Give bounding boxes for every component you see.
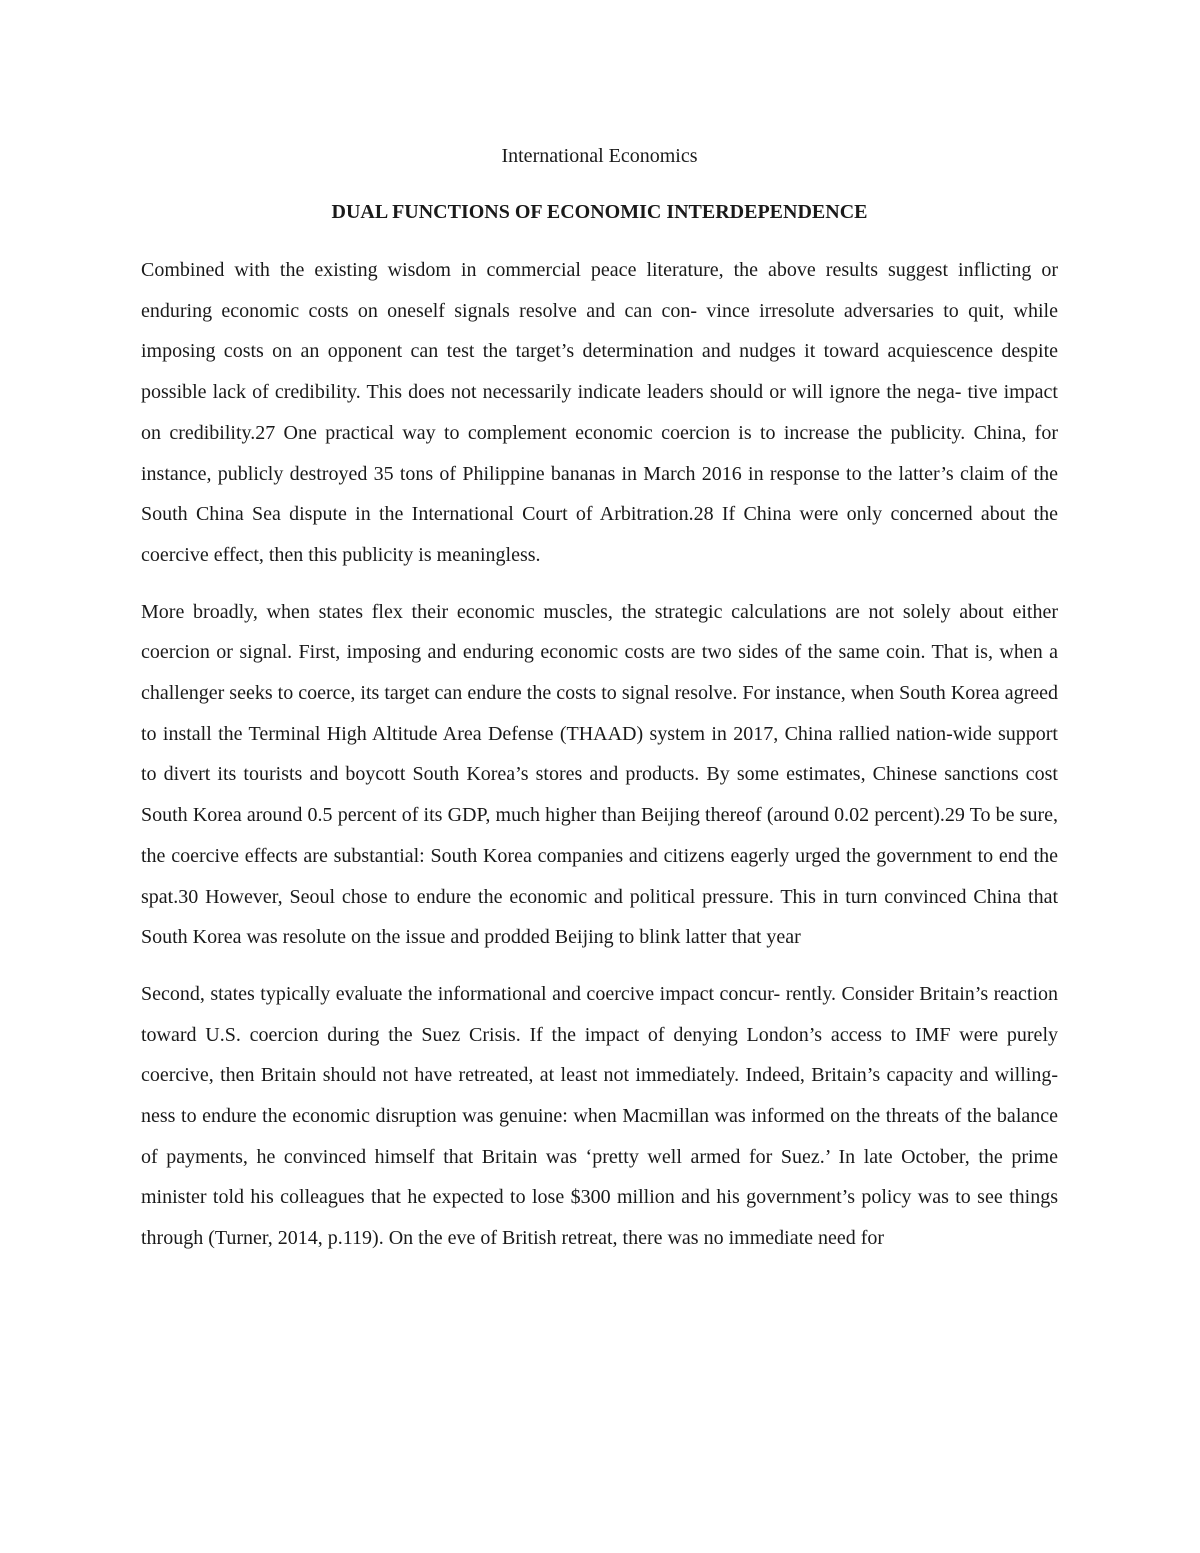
document-title: DUAL FUNCTIONS OF ECONOMIC INTERDEPENDENCE bbox=[331, 201, 868, 223]
paragraph: Combined with the existing wisdom in commercial peace literature, the above results suggest inflicting or enduring economic costs on oneself signals resolve and can con- vince irresolute adversaries to quit, while imposing costs on an opponent can test the target’s determination and nudges it toward acquiescence despite possible lack of credibility. This does not necessarily indicate leaders should or will ignore the nega- tive impact on credibility.27 One practical way to complement economic coercion is to increase the publicity. China, for instance, publicly destroyed 35 tons of Philippine bananas in March 2016 in response to the latter’s claim of the South China Sea dispute in the International Court of Arbitration.28 If China were only concerned about the coercive effect, then this publicity is meaningless. bbox=[141, 259, 1058, 566]
paragraph: Second, states typically evaluate the informational and coercive impact concur- rently. Consider Britain’s reaction toward U.S. coercion during the Suez Crisis. If the impact of denying London’s access to IMF were purely coercive, then Britain should not have retreated, at least not immediately. Indeed, Britain’s capacity and willing- ness to endure the economic disruption was genuine: when Macmillan was informed on the threats of the balance of payments, he convinced himself that Britain was ‘pretty well armed for Suez.’ In late October, the prime minister told his colleagues that he expected to lose $300 million and his government’s policy was to see things through (Turner, 2014, p.119). On the eve of British retreat, there was no immediate need for bbox=[141, 982, 1058, 1250]
document-page bbox=[141, 140, 1058, 1275]
course-title: International Economics bbox=[501, 145, 698, 167]
paragraph: More broadly, when states flex their economic muscles, the strategic calculations are not solely about either coercion or signal. First, imposing and enduring economic costs are two sides of the same coin. That is, when a challenger seeks to coerce, its target can endure the costs to signal resolve. For instance, when South Korea agreed to install the Terminal High Altitude Area Defense (THAAD) system in 2017, China rallied nation-wide support to divert its tourists and boycott South Korea’s stores and products. By some estimates, Chinese sanctions cost South Korea around 0.5 percent of its GDP, much higher than Beijing thereof (around 0.02 percent).29 To be sure, the coercive effects are substantial: South Korea companies and citizens eagerly urged the government to end the spat.30 However, Seoul chose to endure the economic and political pressure. This in turn convinced China that South Korea was resolute on the issue and prodded Beijing to blink latter that year bbox=[141, 600, 1058, 949]
